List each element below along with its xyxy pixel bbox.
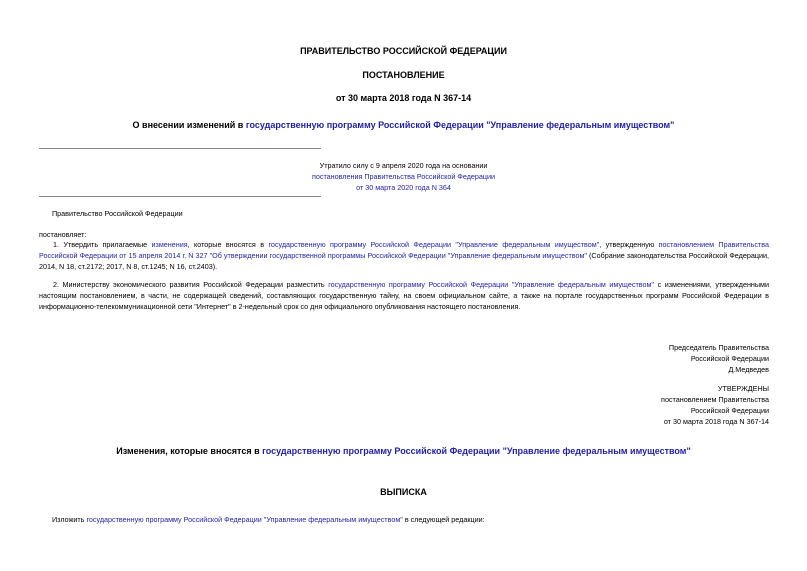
document-date-number: от 30 марта 2018 года N 367-14 [335,93,472,103]
paragraph-2-text: с изменениями, утвержденными настоящим постановлением, в части, не содержащей сведений, составляющих государственную тайну, на своем официальном сайте, а также на портале государственных программ Российской Федерации в информационно-телекоммуникационной сети "Интернет" в 2-недельный срок со дня официального опубликования настоящего постановления. [39,280,770,312]
paragraph-1-text: (Собрание законодательства Российской Федерации, 2014, N 18, ст.2172; 2017, N 8, ст.1245; N 16, ст.2403). [39,251,769,272]
status-note [0,160,807,193]
paragraph-1-text: 1. Утвердить прилагаемые [53,240,152,249]
document-title [0,120,807,130]
signature-line: Российской Федерации [690,354,769,363]
approval-line: постановлением Правительства [661,395,769,404]
signature-block [669,342,769,375]
paragraph-1 [39,239,769,273]
divider-top [39,148,321,149]
program-link[interactable]: государственную программу Российской Федерации "Управление федеральным имуществом" [328,280,654,289]
decrees-label: постановляет: [39,230,87,239]
approval-block [661,383,769,427]
approval-line: от 30 марта 2018 года N 367-14 [663,417,769,426]
paragraph-1-text: , которые вносятся в [187,240,269,249]
extract-heading: ВЫПИСКА [380,487,427,497]
decree-327-link[interactable]: постановлением Правительства Российской Федерации от 15 апреля 2014 г. N 327 "Об утверждении государственной программы Российской Федерации "Управление федеральным имуществом" [39,240,769,261]
repeal-decree-link[interactable]: постановления Правительства Российской Федерации [311,172,496,181]
program-link[interactable]: государственную программу Российской Федерации "Управление федеральным имуществом" [262,446,691,456]
final-instruction [52,514,485,525]
document-title-prefix: О внесении изменений в [132,120,246,130]
program-link[interactable]: государственную программу Российской Федерации "Управление федеральным имуществом" [268,240,600,249]
document-type: ПОСТАНОВЛЕНИЕ [362,70,445,80]
government-label: Правительство Российской Федерации [52,209,183,218]
government-name: ПРАВИТЕЛЬСТВО РОССИЙСКОЙ ФЕДЕРАЦИИ [300,46,507,56]
changes-title [0,446,807,456]
signature-name: Д.Медведев [728,365,769,374]
program-link[interactable]: государственную программу Российской Федерации "Управление федеральным имуществом" [245,120,675,130]
final-instruction-text: Изложить [52,515,87,524]
changes-title-prefix: Изменения, которые вносятся в [116,446,263,456]
divider-bottom [39,196,321,197]
final-instruction-text: в следующей редакции: [402,515,485,524]
signature-line: Председатель Правительства [668,343,769,352]
repeal-decree-date-link[interactable]: от 30 марта 2020 года N 364 [356,183,451,192]
paragraph-1-text: , утвержденную [599,240,659,249]
approval-heading: УТВЕРЖДЕНЫ [717,384,769,393]
status-note-line: Утратило силу с 9 апреля 2020 года на основании [319,161,488,170]
program-link[interactable]: государственную программу Российской Федерации "Управление федеральным имуществом" [86,515,403,524]
paragraph-2-text: 2. Министерству экономического развития Российской Федерации разместить [53,280,329,289]
paragraph-2 [39,279,769,313]
changes-link[interactable]: изменения [151,240,188,249]
approval-line: Российской Федерации [690,406,769,415]
